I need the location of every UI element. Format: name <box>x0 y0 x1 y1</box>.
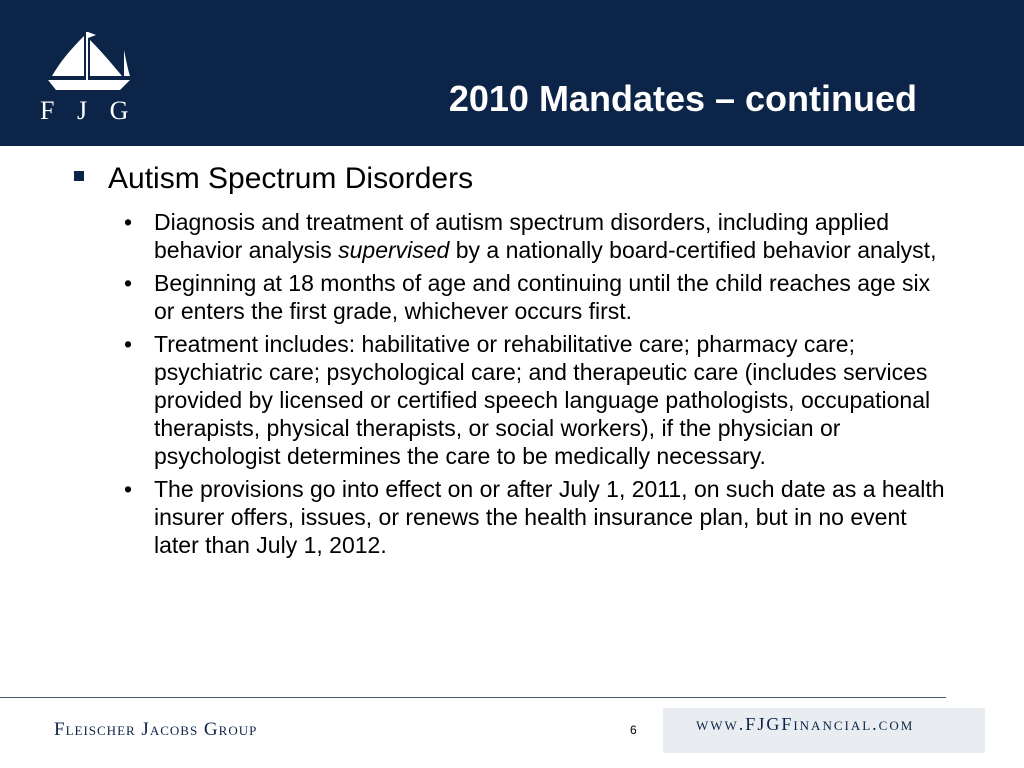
list-item <box>120 208 950 264</box>
list-item <box>120 475 950 559</box>
header-bar <box>0 0 1024 146</box>
bullet-text: The provisions go into effect on or after July 1, 2011, on such date as a health insurer offers, issues, or renews the health insurance plan, but in no event later than July 1, 2012. <box>154 476 945 558</box>
bullet-text-after: by a nationally board-certified behavior analyst, <box>449 237 937 263</box>
sailing-ship-logo-icon <box>40 30 136 96</box>
list-item <box>120 269 950 325</box>
round-bullet-icon: • <box>124 476 133 502</box>
bullet-text: Treatment includes: habilitative or rehabilitative care; pharmacy care; psychiatric care; psychological care; and therapeutic care (includes services provided by licensed or certified speech language pathologists, occupational therapists, physical therapists, or social workers), if the physician or psychologist determines the care to be medically necessary. <box>154 331 931 469</box>
page-number: 6 <box>630 723 637 737</box>
round-bullet-icon: • <box>124 331 133 357</box>
square-bullet-icon <box>74 171 84 181</box>
bullet-list <box>120 208 950 564</box>
bullet-text-before: Diagnosis and treatment of autism spectrum disorders, including applied behavior analysis <box>154 209 890 263</box>
logo-text: F J G <box>40 96 137 125</box>
logo <box>40 30 136 126</box>
heading-text: Autism Spectrum Disorders <box>108 162 474 195</box>
footer-website: www.FJGFinancial.com <box>696 714 915 734</box>
heading-item <box>74 162 473 196</box>
footer-divider <box>0 697 946 698</box>
bullet-text-emphasis: supervised <box>338 237 450 263</box>
round-bullet-icon: • <box>124 209 133 235</box>
page-title: 2010 Mandates – continued <box>448 78 917 119</box>
round-bullet-icon: • <box>124 270 133 296</box>
bullet-text: Beginning at 18 months of age and continuing until the child reaches age six or enters the first grade, whichever occurs first. <box>154 270 931 324</box>
list-item <box>120 330 950 470</box>
footer-company-name: Fleischer Jacobs Group <box>54 719 258 740</box>
